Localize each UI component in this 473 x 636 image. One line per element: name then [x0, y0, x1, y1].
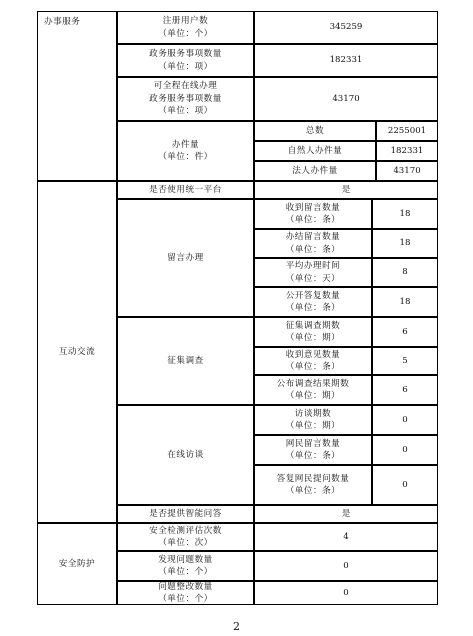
total-label: 总数 — [254, 121, 376, 141]
opinions-label: 收到意见数量 （单位：条） — [254, 347, 372, 375]
handled-messages-value: 18 — [372, 229, 438, 258]
natural-person-value: 182331 — [376, 141, 438, 161]
registered-users-value: 345259 — [254, 11, 438, 44]
registered-users-label: 注册用户数 （单位：个） — [117, 11, 254, 44]
public-replies-label: 公开答复数量 （单位：条） — [254, 287, 372, 317]
answered-questions-value: 0 — [372, 465, 438, 505]
page-number: 2 — [233, 620, 240, 633]
survey-periods-value: 6 — [372, 317, 438, 347]
smart-qa-value: 是 — [254, 505, 438, 523]
statistics-table — [37, 11, 438, 605]
average-time-value: 8 — [372, 258, 438, 287]
legal-person-label: 法人办件量 — [254, 161, 376, 181]
received-messages-value: 18 — [372, 199, 438, 229]
survey-periods-label: 征集调查期数 （单位：期） — [254, 317, 372, 347]
case-count-label: 办件量 （单位：件） — [117, 121, 254, 181]
legal-person-value: 43170 — [376, 161, 438, 181]
survey-results-value: 6 — [372, 375, 438, 405]
section-label: 办事服务 — [44, 17, 81, 27]
security-eval-value: 4 — [254, 523, 438, 551]
handled-messages-label: 办结留言数量 （单位：条） — [254, 229, 372, 258]
interview-periods-value: 0 — [372, 405, 438, 435]
message-handling-group: 留言办理 — [117, 199, 254, 317]
survey-group: 征集调查 — [117, 317, 254, 405]
netizen-messages-label: 网民留言数量 （单位：条） — [254, 435, 372, 465]
answered-questions-label: 答复网民提问数量 （单位：条） — [254, 465, 372, 505]
section-office-services — [37, 11, 117, 181]
interview-periods-label: 访谈期数 （单位：期） — [254, 405, 372, 435]
total-value: 2255001 — [376, 121, 438, 141]
fixed-issues-label: 问题整改数量 （单位：个） — [117, 581, 254, 605]
service-items-label: 政务服务事项数量 （单位：项） — [117, 44, 254, 77]
unified-platform-value: 是 — [254, 181, 438, 199]
natural-person-label: 自然人办件量 — [254, 141, 376, 161]
online-items-value: 43170 — [254, 77, 438, 121]
service-items-value: 182331 — [254, 44, 438, 77]
netizen-messages-value: 0 — [372, 435, 438, 465]
public-replies-value: 18 — [372, 287, 438, 317]
average-time-label: 平均办理时间 （单位：天） — [254, 258, 372, 287]
fixed-issues-value: 0 — [254, 581, 438, 605]
interview-group: 在线访谈 — [117, 405, 254, 505]
smart-qa-label: 是否提供智能问答 — [117, 505, 254, 523]
section-interaction: 互动交流 — [37, 181, 117, 523]
received-messages-label: 收到留言数量 （单位：条） — [254, 199, 372, 229]
security-eval-label: 安全检测评估次数 （单位：次） — [117, 523, 254, 551]
survey-results-label: 公布调查结果期数 （单位：期） — [254, 375, 372, 405]
opinions-value: 5 — [372, 347, 438, 375]
section-security: 安全防护 — [37, 523, 117, 605]
found-issues-value: 0 — [254, 551, 438, 581]
unified-platform-label: 是否使用统一平台 — [117, 181, 254, 199]
found-issues-label: 发现问题数量 （单位：个） — [117, 551, 254, 581]
online-items-label: 可全程在线办理 政务服务事项数量 （单位：项） — [117, 77, 254, 121]
